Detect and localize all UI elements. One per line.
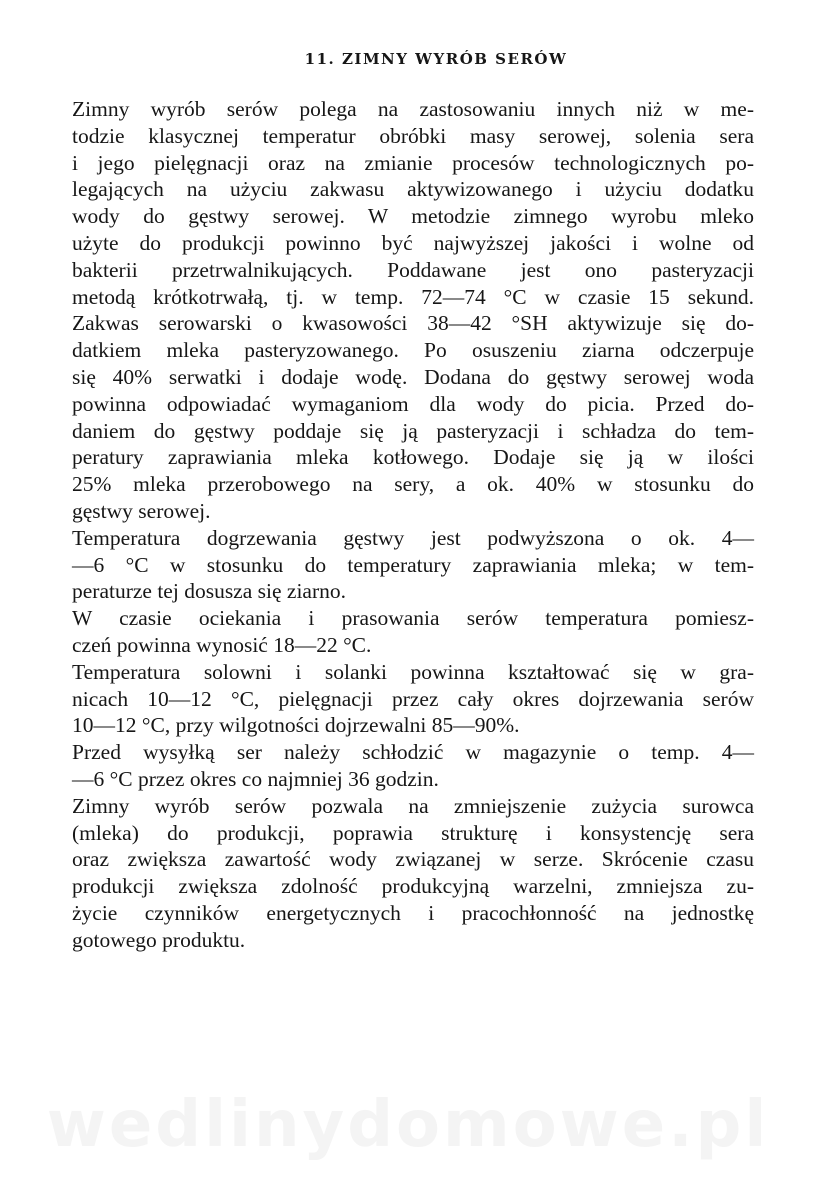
text-line: i jego pielęgnacji oraz na zmianie procesów technologicznych po-	[72, 150, 754, 175]
paragraph-1	[72, 96, 754, 525]
text-line: się 40% serwatki i dodaje wodę. Dodana do gęstwy serowej woda	[72, 364, 754, 389]
text-line: bakterii przetrwalnikujących. Poddawane jest ono pasteryzacji	[72, 257, 754, 282]
text-line: Temperatura solowni i solanki powinna kształtować się w gra-	[72, 659, 754, 684]
text-line: Przed wysyłką ser należy schłodzić w magazynie o temp. 4—	[72, 740, 754, 765]
text-line: użyte do produkcji powinno być najwyższej jakości i wolne od	[72, 230, 754, 255]
text-line: wody do gęstwy serowej. W metodzie zimnego wyrobu mleko	[72, 204, 754, 229]
text-line: 10—12 °C, przy wilgotności dojrzewalni 85—90%.	[72, 713, 520, 738]
paragraph-6	[72, 793, 754, 954]
text-line: gęstwy serowej.	[72, 498, 211, 523]
text-line: todzie klasycznej temperatur obróbki masy serowej, solenia sera	[72, 123, 754, 148]
paragraph-4	[72, 659, 754, 739]
text-line: metodą krótkotrwałą, tj. w temp. 72—74 °C w czasie 15 sekund.	[72, 284, 754, 309]
text-line: oraz zwiększa zawartość wody związanej w serze. Skrócenie czasu	[72, 847, 754, 872]
text-line: (mleka) do produkcji, poprawia strukturę i konsystencję sera	[72, 820, 754, 845]
paragraph-2	[72, 525, 754, 605]
text-line: —6 °C przez okres co najmniej 36 godzin.	[72, 766, 439, 791]
text-line: Temperatura dogrzewania gęstwy jest podwyższona o ok. 4—	[72, 525, 754, 550]
text-line: daniem do gęstwy poddaje się ją pasteryzacji i schładza do tem-	[72, 418, 754, 443]
text-line: produkcji zwiększa zdolność produkcyjną warzelni, zmniejsza zu-	[72, 874, 754, 899]
text-line: Zimny wyrób serów pozwala na zmniejszenie zużycia surowca	[72, 793, 754, 818]
text-line: Zimny wyrób serów polega na zastosowaniu innych niż w me-	[72, 97, 754, 121]
text-line: peratury zaprawiania mleka kotłowego. Dodaje się ją w ilości	[72, 445, 754, 470]
text-line: gotowego produktu.	[72, 927, 246, 952]
text-line: W czasie ociekania i prasowania serów temperatura pomiesz-	[72, 606, 754, 631]
paragraph-3	[72, 605, 754, 659]
body-text	[72, 96, 754, 954]
watermark: wedlinydomowe.pl	[46, 1088, 770, 1162]
text-line: —6 °C w stosunku do temperatury zaprawiania mleka; w tem-	[72, 552, 754, 577]
text-line: powinna odpowiadać wymaganiom dla wody do picia. Przed do-	[72, 391, 754, 416]
text-line: peraturze tej dosusza się ziarno.	[72, 579, 346, 604]
text-line: nicach 10—12 °C, pielęgnacji przez cały okres dojrzewania serów	[72, 686, 754, 711]
text-line: czeń powinna wynosić 18—22 °C.	[72, 632, 372, 657]
text-line: Zakwas serowarski o kwasowości 38—42 °SH aktywizuje się do-	[72, 311, 754, 336]
text-line: legających na użyciu zakwasu aktywizowanego i użyciu dodatku	[72, 177, 754, 202]
section-heading: 11. ZIMNY WYRÓB SERÓW	[304, 50, 568, 68]
text-line: 25% mleka przerobowego na sery, a ok. 40% w stosunku do	[72, 472, 754, 497]
text-line: datkiem mleka pasteryzowanego. Po osuszeniu ziarna odczerpuje	[72, 338, 754, 363]
paragraph-5	[72, 739, 754, 793]
text-line: życie czynników energetycznych i pracochłonność na jednostkę	[72, 900, 754, 925]
